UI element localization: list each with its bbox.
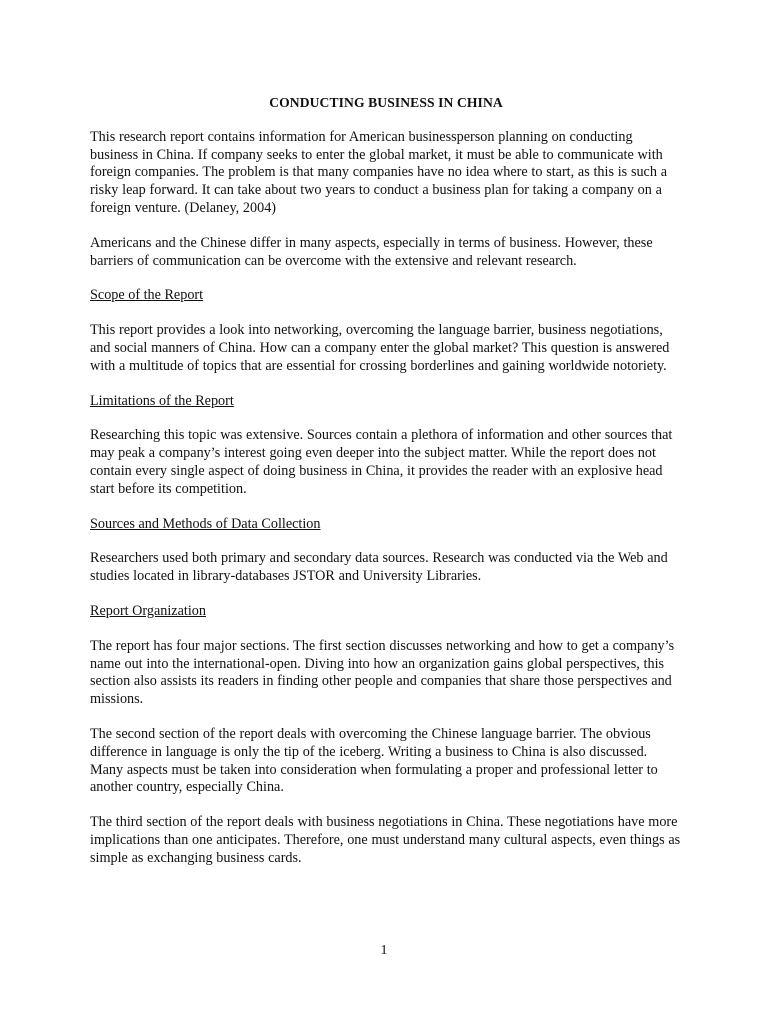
intro-paragraph-1: This research report contains information for American businessperson planning on conducting business in China. If company seeks to enter the global market, it must be able to communicate with foreign companies. The problem is that many companies have no idea where to start, as this is such a risky leap forward. It can take about two years to conduct a business plan for taking a company on a foreign venture. (Delaney, 2004) — [90, 128, 667, 216]
document-title: CONDUCTING BUSINESS IN CHINA — [269, 95, 503, 110]
organization-paragraph-1: The report has four major sections. The first section discusses networking and how to get a company’s name out into the international-open. Diving into how an organization gains global perspectives, this section also assists its readers in finding other people and companies that share those perspectives and missions. — [90, 637, 675, 708]
intro-paragraph-2: Americans and the Chinese differ in many aspects, especially in terms of business. However, these barriers of communication can be overcome with the extensive and relevant research. — [90, 234, 653, 269]
page-number: 1 — [380, 943, 388, 958]
organization-paragraph-2: The second section of the report deals with overcoming the Chinese language barrier. The obvious difference in language is only the tip of the iceberg. Writing a business to China is also discussed. Many aspects must be taken into consideration when formulating a proper and professional letter to another country, especially China. — [90, 725, 658, 796]
limitations-paragraph: Researching this topic was extensive. Sources contain a plethora of information and other sources that may peak a company’s interest going even deeper into the subject matter. While the report does not contain every single aspect of doing business in China, it provides the reader with an explosive head start before its competition. — [90, 427, 673, 497]
section-heading-limitations: Limitations of the Report — [90, 392, 234, 409]
section-heading-scope: Scope of the Report — [90, 287, 204, 304]
sources-paragraph: Researchers used both primary and secondary data sources. Research was conducted via the Web and studies located in library-databases JSTOR and University Libraries. — [90, 550, 668, 585]
organization-paragraph-3: The third section of the report deals with business negotiations in China. These negotiations have more implications than one anticipates. Therefore, one must understand many cultural aspects, even things as simple as exchanging business cards. — [90, 814, 681, 866]
document-page — [90, 94, 682, 885]
section-heading-organization: Report Organization — [90, 602, 206, 619]
scope-paragraph: This report provides a look into networking, overcoming the language barrier, business negotiations, and social manners of China. How can a company enter the global market? This question is answered with a multitude of topics that are essential for crossing borderlines and gaining worldwide notoriety. — [90, 322, 670, 374]
section-heading-sources: Sources and Methods of Data Collection — [90, 515, 321, 532]
